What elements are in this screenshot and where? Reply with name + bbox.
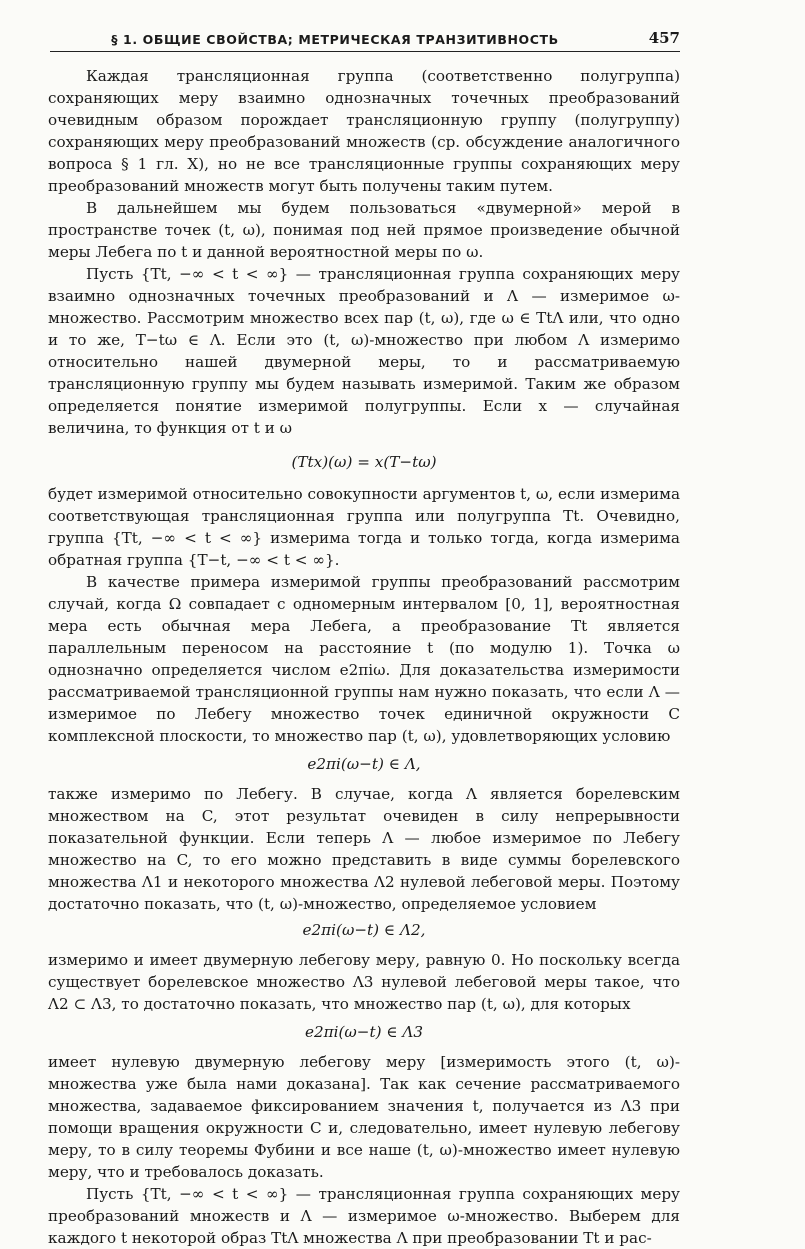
main-text — [48, 65, 680, 1249]
paragraph-3: Пусть {Tt, −∞ < t < ∞} — трансляционная группа сохраняющих меру взаимно однозначных точечных преобразований и Λ — измеримое ω-множество. Рассмотрим множество всех пар (t, ω), где ω ∈ TtΛ или, что одно и то же, T−tω ∈ Λ. Если это (t, ω)-множество при любом Λ измеримо относительно нашей двумерной меры, то и рассматриваемую трансляционную группу мы будем называть измеримой. Таким же образом определяется понятие измеримой полугруппы. Если x — случайная величина, то функция от t и ω — [48, 265, 680, 437]
formula-1: (Ttx)(ω) = x(T−tω) — [291, 453, 437, 471]
page-number: 457 — [648, 29, 680, 47]
paragraph-4: будет измеримой относительно совокупности аргументов t, ω, если измерима соответствующая трансляционная группа или полугруппа Tt. Очевидно, группа {Tt, −∞ < t < ∞} измерима тогда и только тогда, когда измерима обратная группа {T−t, −∞ < t < ∞}. — [48, 485, 680, 569]
paragraph-2: В дальнейшем мы будем пользоваться «двумерной» мерой в пространстве точек (t, ω), понимая под ней прямое произведение обычной меры Лебега по t и данной вероятностной меры по ω. — [48, 199, 680, 261]
running-head: § 1. ОБЩИЕ СВОЙСТВА; МЕТРИЧЕСКАЯ ТРАНЗИТИВНОСТЬ — [111, 32, 559, 47]
paragraph-8: имеет нулевую двумерную лебегову меру [измеримость этого (t, ω)-множества уже была нами доказана]. Так как сечение рассматриваемого множества, задаваемое фиксированием значения t, получается из Λ3 при помощи вращения окружности C и, следовательно, имеет нулевую лебегову меру, то в силу теоремы Фубини и все наше (t, ω)-множество имеет нулевую меру, что и требовалось доказать. — [48, 1053, 680, 1181]
page-header — [50, 25, 680, 52]
paragraph-9: Пусть {Tt, −∞ < t < ∞} — трансляционная группа сохраняющих меру преобразований множеств и Λ — измеримое ω-множество. Выберем для каждого t некоторой образ TtΛ множества Λ при преобразовании Tt и рас- — [48, 1185, 680, 1247]
paragraph-7: измеримо и имеет двумерную лебегову меру, равную 0. Но поскольку всегда существует борелевское множество Λ3 нулевой лебеговой меры такое, что Λ2 ⊂ Λ3, то достаточно показать, что множество пар (t, ω), для которых — [48, 951, 680, 1013]
paragraph-6: также измеримо по Лебегу. В случае, когда Λ является борелевским множеством на C, этот результат очевиден в силу непрерывности показательной функции. Если теперь Λ — любое измеримое по Лебегу множество на C, то его можно представить в виде суммы борелевского множества Λ1 и некоторого множества Λ2 нулевой лебеговой меры. Поэтому достаточно показать, что (t, ω)-множество, определяемое условием — [48, 785, 680, 913]
paragraph-5: В качестве примера измеримой группы преобразований рассмотрим случай, когда Ω совпадает с одномерным интервалом [0, 1], вероятностная мера есть обычная мера Лебега, а преобразование Tt является параллельным переносом на расстояние t (по модулю 1). Точка ω однозначно определяется числом e2πiω. Для доказательства измеримости рассматриваемой трансляционной группы нам нужно показать, что если Λ — измеримое по Лебегу множество точек единичной окружности C комплексной плоскости, то множество пар (t, ω), удовлетворяющих условию — [48, 573, 680, 745]
formula-2: e2πi(ω−t) ∈ Λ, — [307, 755, 421, 773]
formula-3: e2πi(ω−t) ∈ Λ2, — [302, 921, 426, 939]
formula-4: e2πi(ω−t) ∈ Λ3 — [304, 1023, 424, 1041]
paragraph-1: Каждая трансляционная группа (соответственно полугруппа) сохраняющих меру взаимно однозначных точечных преобразований очевидным образом порождает трансляционную группу (полугруппу) сохраняющих меру преобразований множеств (ср. обсуждение аналогичного вопроса § 1 гл. X), но не все трансляционные группы сохраняющих меру преобразований множеств могут быть получены таким путем. — [48, 67, 680, 195]
